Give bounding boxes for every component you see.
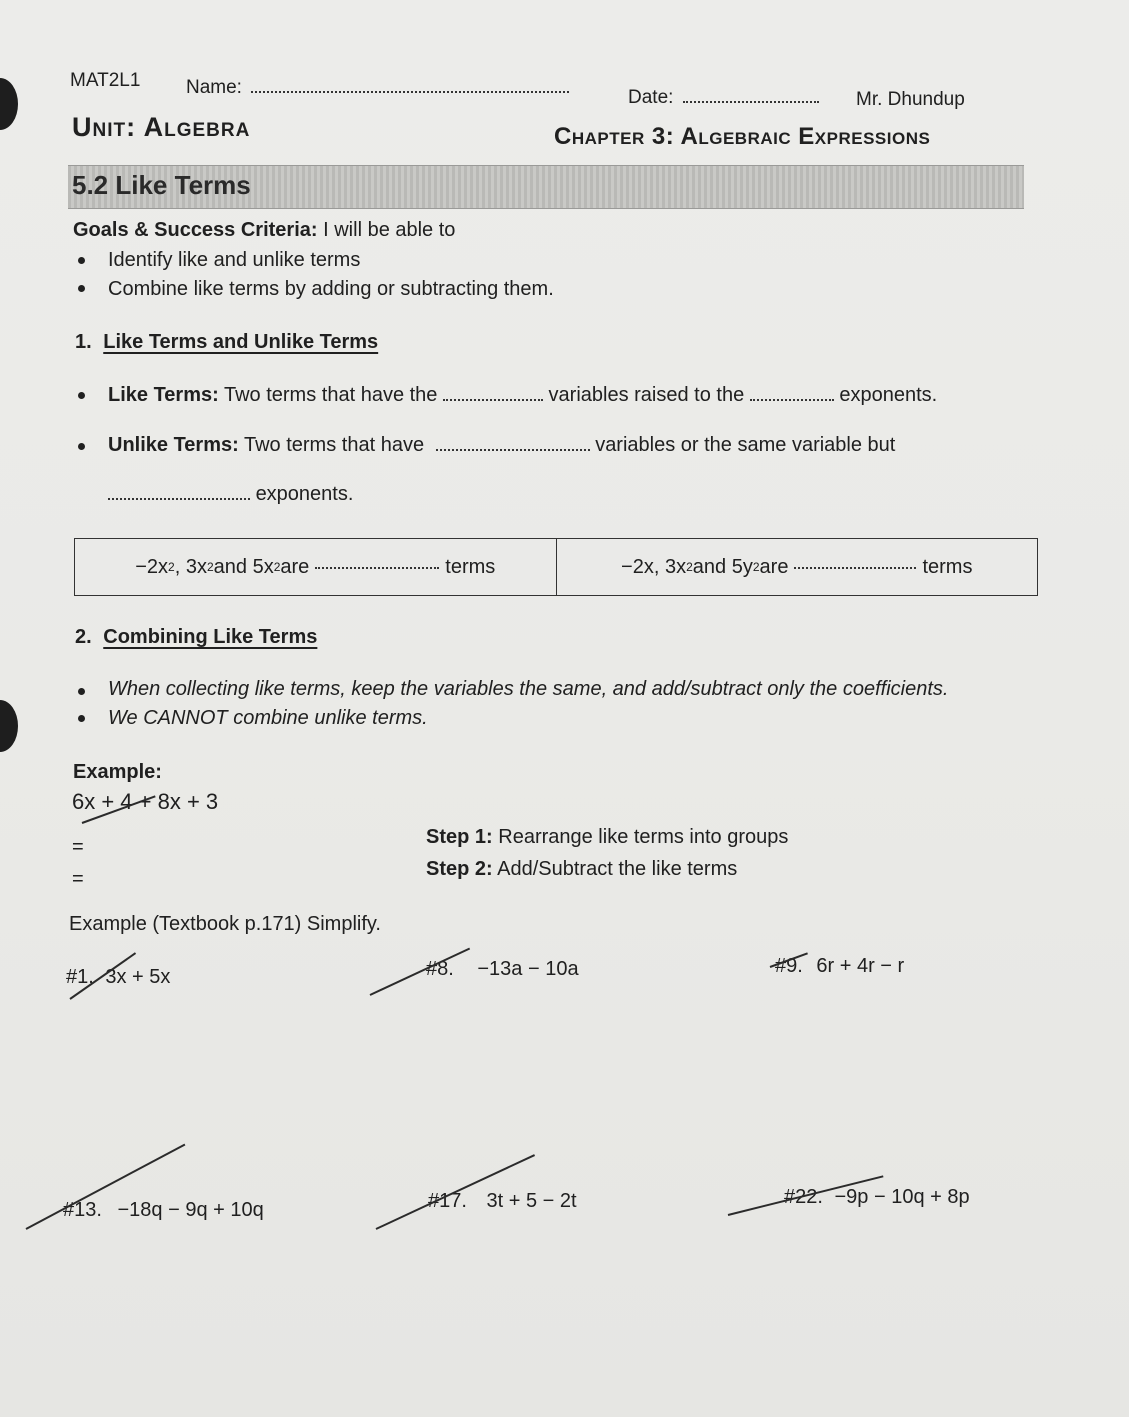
goals-line	[73, 219, 455, 242]
like-blank-2[interactable]	[750, 398, 834, 401]
problem-number: #9.	[775, 955, 803, 977]
goal-item: Identify like and unlike terms	[108, 249, 361, 271]
example-expression: 6x + 4 + 8x + 3	[72, 789, 219, 814]
terms-table-right-cell	[557, 539, 1038, 595]
section-title: 5.2 Like Terms	[72, 170, 251, 200]
bullet-icon	[78, 688, 85, 695]
rule-item: We CANNOT combine unlike terms.	[108, 707, 428, 729]
part2-title: Combining Like Terms	[103, 626, 318, 648]
unlike-blank-1[interactable]	[436, 448, 590, 451]
problem-number: #8.	[426, 958, 454, 980]
unit-title: Unit: Algebra	[72, 112, 251, 142]
bullet-icon	[78, 715, 85, 722]
problem-13	[63, 1199, 264, 1222]
problem-22	[784, 1186, 970, 1209]
bullet-icon	[78, 443, 85, 450]
bullet-icon	[78, 285, 85, 292]
step-2	[426, 858, 737, 881]
like-text-b: variables raised to the	[548, 384, 745, 406]
problem-expression: −9p − 10q + 8p	[834, 1186, 970, 1208]
problem-expression: 6r + 4r − r	[816, 955, 905, 977]
name-label: Name:	[186, 77, 242, 98]
part1-heading	[75, 331, 378, 354]
like-blank-1[interactable]	[443, 398, 543, 401]
expr-part: and 5y	[692, 555, 753, 578]
problem-number: #13.	[63, 1199, 102, 1221]
problem-number: #1.	[66, 966, 94, 988]
textbook-heading: Example (Textbook p.171) Simplify.	[69, 913, 381, 935]
problem-number: #17.	[428, 1190, 467, 1212]
binder-hole-middle	[0, 700, 18, 752]
binder-hole-top	[0, 78, 18, 130]
date-field[interactable]	[628, 87, 819, 109]
course-code: MAT2L1	[70, 70, 141, 91]
unlike-terms-label: Unlike Terms:	[108, 434, 239, 456]
unlike-terms-definition	[108, 434, 895, 457]
part2-heading	[75, 626, 317, 649]
like-text-c: exponents.	[839, 384, 938, 406]
like-terms-label: Like Terms:	[108, 384, 219, 406]
exponent: 2	[168, 560, 175, 574]
step-2-label: Step 2:	[426, 858, 493, 880]
goals-intro: I will be able to	[323, 219, 456, 241]
terms-table-left-cell	[75, 539, 557, 595]
expr-part: −2x, 3x	[621, 555, 687, 578]
table-left-blank[interactable]	[315, 566, 439, 569]
chapter-title: Chapter 3: Algebraic Expressions	[554, 123, 931, 150]
name-blank[interactable]	[251, 90, 569, 93]
example-label: Example:	[73, 761, 162, 783]
goals-heading: Goals & Success Criteria:	[73, 219, 318, 241]
part2-number: 2.	[75, 626, 92, 648]
equals-sign: =	[72, 836, 84, 858]
exponent: 2	[273, 560, 281, 574]
unlike-text-b: variables or the same variable but	[595, 434, 896, 456]
problem-expression: 3x + 5x	[105, 966, 171, 988]
date-label: Date:	[628, 87, 674, 108]
unlike-text-a: Two terms that have	[243, 434, 425, 456]
exponent: 2	[752, 560, 760, 574]
expr-part: are	[759, 555, 789, 578]
like-text-a: Two terms that have the	[223, 384, 438, 406]
expr-part: and 5x	[213, 555, 274, 578]
rule-item: When collecting like terms, keep the variables the same, and add/subtract only the coefficients.	[108, 678, 949, 700]
teacher-name: Mr. Dhundup	[856, 89, 965, 110]
equals-sign: =	[72, 868, 84, 890]
terms-table	[74, 538, 1038, 596]
date-blank[interactable]	[683, 100, 819, 103]
expr-part: terms	[922, 555, 973, 578]
exponent: 2	[686, 560, 693, 574]
expr-part: terms	[445, 555, 496, 578]
problem-expression: 3t + 5 − 2t	[486, 1190, 577, 1212]
like-terms-definition	[108, 384, 937, 407]
part1-number: 1.	[75, 331, 92, 353]
name-field[interactable]	[186, 77, 569, 99]
expr-part: are	[280, 555, 310, 578]
bullet-icon	[78, 392, 85, 399]
unlike-terms-continued	[108, 483, 353, 506]
part1-title: Like Terms and Unlike Terms	[103, 331, 379, 353]
goal-item: Combine like terms by adding or subtracting them.	[108, 278, 554, 300]
unlike-text-c: exponents.	[255, 483, 354, 505]
step-2-text: Add/Subtract the like terms	[497, 858, 738, 880]
table-right-blank[interactable]	[794, 566, 916, 569]
problem-expression: −18q − 9q + 10q	[117, 1199, 264, 1221]
unlike-blank-2[interactable]	[108, 497, 250, 500]
bullet-icon	[78, 257, 85, 264]
exponent: 2	[206, 560, 214, 574]
step-1	[426, 826, 788, 849]
step-1-text: Rearrange like terms into groups	[498, 826, 789, 848]
step-1-label: Step 1:	[426, 826, 493, 848]
problem-expression: −13a − 10a	[477, 958, 579, 980]
problem-8	[426, 958, 579, 981]
problem-number: #22.	[784, 1186, 823, 1208]
problem-1	[66, 966, 170, 989]
expr-part: −2x	[135, 555, 169, 578]
expr-part: , 3x	[174, 555, 207, 578]
